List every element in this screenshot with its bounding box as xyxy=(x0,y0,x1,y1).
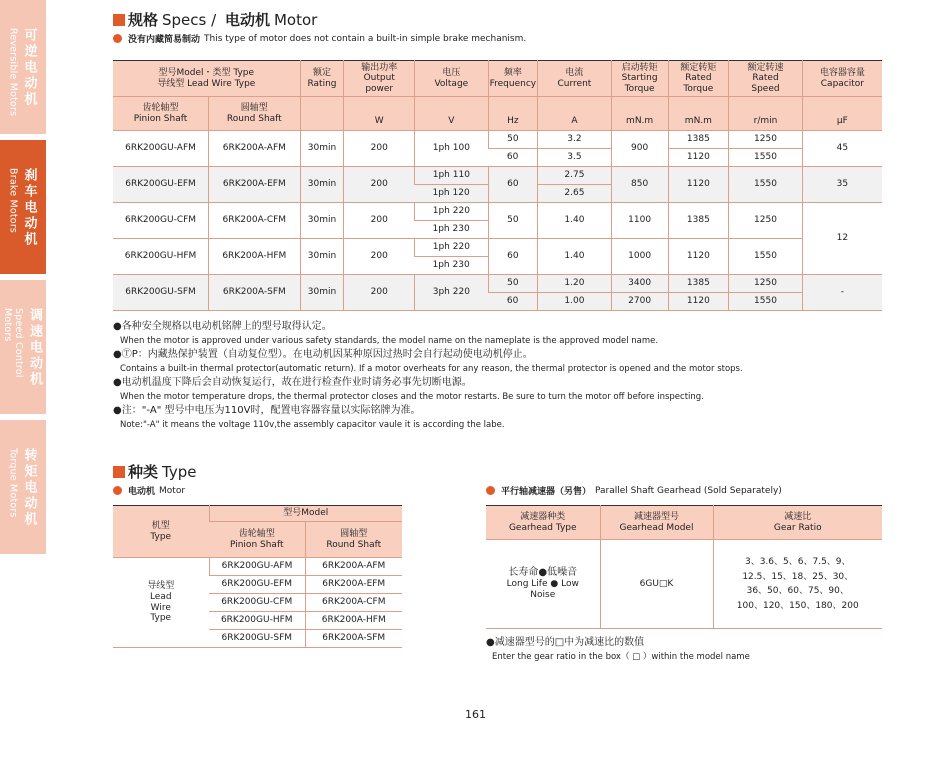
side-tab-en: Torque Motors xyxy=(7,448,19,518)
table-row: 1ph 120 2.65 xyxy=(113,185,882,203)
table-row: 6RK200GU-AFM 6RK200A-AFM 30min 200 1ph 100 50 3.2 900 1385 1250 45 xyxy=(113,131,882,149)
motor-type-table xyxy=(113,505,402,648)
lead-wire-type: 导线型 Lead Wire Type xyxy=(113,558,209,648)
specs-table xyxy=(113,60,882,311)
side-tab-speed-control-motors[interactable] xyxy=(0,280,46,414)
gear-ratio-values: 3、3.6、5、6、7.5、9、 12.5、15、18、25、30、 36、50、60、75、90、 100、120、150、180、200 xyxy=(713,540,882,629)
note-en: When the motor is approved under various safety standards, the model name on the nameplate is the approved model name. xyxy=(120,336,659,346)
page-number: 161 xyxy=(465,708,486,721)
note-en: Contains a built-in thermal protector(automatic return). If a motor overheats for any reason, the thermal protector is opened and the motor stops. xyxy=(120,364,743,374)
table-row: 60 1.00 2700 1120 1550 xyxy=(113,293,882,311)
header-round-shaft: 圆轴型 Round Shaft xyxy=(209,97,301,131)
unit-frequency: Hz xyxy=(488,97,538,131)
model-pinion: 6RK200GU-CFM xyxy=(113,203,209,239)
header-model: 型号Model xyxy=(209,506,402,522)
unit-voltage: V xyxy=(415,97,489,131)
table-row: 6RK200GU-EFM 6RK200A-EFM 30min 200 1ph 110 60 2.75 850 1120 1550 35 xyxy=(113,167,882,185)
square-bullet-icon xyxy=(113,466,125,478)
note-cn: ●注："-A" 型号中电压为110V时，配置电容器容量以实际铭牌为准。 xyxy=(113,405,421,416)
side-tab-en: Reversible Motors xyxy=(7,28,19,117)
type-heading: 种类 Type xyxy=(113,461,196,482)
model-pinion: 6RK200GU-SFM xyxy=(113,275,209,311)
side-tab-brake-motors[interactable] xyxy=(0,140,46,274)
unit-rated-torque: mN.m xyxy=(668,97,729,131)
square-bullet-icon xyxy=(113,14,125,26)
header-rating: 额定 Rating xyxy=(300,61,344,97)
table-row: 导线型 Lead Wire Type 6RK200GU-AFM 6RK200A-AFM xyxy=(113,558,402,576)
gear-note xyxy=(486,636,750,664)
table-row: 6RK200GU-CFM 6RK200A-CFM 30min 200 1ph 220 50 1.40 1100 1385 1250 12 xyxy=(113,203,882,221)
header-starting-torque: 启动转矩 Starting Torque xyxy=(611,61,668,97)
table-row: 6RK200GU-CFM 6RK200A-CFM xyxy=(113,594,402,612)
table-row xyxy=(486,540,882,629)
table-row: 6RK200GU-SFM 6RK200A-SFM 30min 200 3ph 220 50 1.20 3400 1385 1250 - xyxy=(113,275,882,293)
table-row: 1ph 230 xyxy=(113,221,882,239)
header-output: 输出功率 Output power xyxy=(344,61,415,97)
gear-note-cn: ●减速器型号的□中为减速比的数值 xyxy=(486,637,645,648)
side-tab-cn: 刹车电动机 xyxy=(21,168,37,248)
specs-heading: 规格 Specs / 电动机 Motor xyxy=(113,9,317,30)
model-round: 6RK200A-CFM xyxy=(209,203,301,239)
header-gear-ratio: 减速比 Gear Ratio xyxy=(713,506,882,540)
note-en: Note:"-A" it means the voltage 110v,the assembly capacitor vaule it is according the labe. xyxy=(120,420,505,430)
note-cn: ●电动机温度下降后会自动恢复运行，故在进行检查作业时请务必事先切断电源。 xyxy=(113,377,472,388)
side-tab-cn: 调速电动机 xyxy=(27,308,42,388)
table-row: 6RK200GU-HFM 6RK200A-HFM xyxy=(113,612,402,630)
model-round: 6RK200A-HFM xyxy=(209,239,301,275)
table-row: 6RK200GU-HFM 6RK200A-HFM 30min 200 1ph 220 60 1.40 1000 1120 1550 xyxy=(113,239,882,257)
spec-notes xyxy=(113,320,743,432)
motor-subtitle: 电动机 Motor xyxy=(113,484,185,497)
note-cn: ●各种安全规格以电动机铭牌上的型号取得认定。 xyxy=(113,321,332,332)
circle-bullet-icon xyxy=(113,34,122,43)
header-rated-speed: 额定转速 Rated Speed xyxy=(729,61,803,97)
table-row: 6RK200GU-SFM 6RK200A-SFM xyxy=(113,630,402,648)
header-gearhead-type: 减速器种类 Gearhead Type xyxy=(486,506,600,540)
model-pinion: 6RK200GU-AFM xyxy=(113,131,209,167)
table-row: 60 3.5 1120 1550 xyxy=(113,149,882,167)
header-pinion-shaft: 齿轮轴型 Pinion Shaft xyxy=(209,522,305,558)
circle-bullet-icon xyxy=(113,486,122,495)
note-cn: ●ⓉP：内藏热保护装置（自动复位型）。在电动机因某种原因过热时会自行起动使电动机停止。 xyxy=(113,349,533,360)
header-capacitor: 电容器容量 Capacitor xyxy=(802,61,882,97)
model-pinion: 6RK200GU-HFM xyxy=(113,239,209,275)
gear-note-en: Enter the gear ratio in the box（ □ ）within the model name xyxy=(492,652,750,662)
header-gearhead-model: 减速器型号 Gearhead Model xyxy=(600,506,713,540)
note-en: When the motor temperature drops, the thermal protector closes and the motor restarts. Be sure to turn the motor off before inspecting. xyxy=(120,392,704,402)
circle-bullet-icon xyxy=(486,486,495,495)
side-tab-en: Brake Motors xyxy=(7,168,19,234)
header-model: 型号Model・类型 Type 导线型 Lead Wire Type xyxy=(113,61,300,97)
model-round: 6RK200A-AFM xyxy=(209,131,301,167)
header-pinion-shaft: 齿轮轴型 Pinion Shaft xyxy=(113,97,209,131)
model-round: 6RK200A-SFM xyxy=(209,275,301,311)
header-voltage: 电压 Voltage xyxy=(415,61,489,97)
header-round-shaft: 圆轴型 Round Shaft xyxy=(305,522,402,558)
model-pinion: 6RK200GU-EFM xyxy=(113,167,209,203)
gearhead-model-value: 6GU□K xyxy=(600,540,713,629)
gearhead-table xyxy=(486,505,882,629)
header-current: 电流 Current xyxy=(538,61,612,97)
side-tab-torque-motors[interactable] xyxy=(0,420,46,554)
gearhead-subtitle: 平行轴减速器（另售） Parallel Shaft Gearhead (Sold Separately) xyxy=(486,484,782,497)
side-tab-cn: 转矩电动机 xyxy=(21,448,37,528)
table-row: 1ph 230 xyxy=(113,257,882,275)
specs-subtitle: 没有内藏简易制动 This type of motor does not contain a built-in simple brake mechanism. xyxy=(113,32,526,45)
unit-rated-speed: r/min xyxy=(729,97,803,131)
gearhead-type-value: 长寿命●低噪音 Long Life ● Low Noise xyxy=(486,540,600,629)
unit-output: W xyxy=(344,97,415,131)
table-row: 6RK200GU-EFM 6RK200A-EFM xyxy=(113,576,402,594)
unit-current: A xyxy=(538,97,612,131)
unit-starting-torque: mN.m xyxy=(611,97,668,131)
side-tab-reversible-motors[interactable] xyxy=(0,0,46,134)
header-rated-torque: 额定转矩 Rated Torque xyxy=(668,61,729,97)
header-type: 机型 Type xyxy=(113,506,209,558)
unit-capacitor: μF xyxy=(802,97,882,131)
side-tab-en: Speed Control Motors xyxy=(2,308,24,378)
header-frequency: 频率 Frequency xyxy=(488,61,538,97)
side-tab-cn: 可逆电动机 xyxy=(21,28,37,108)
model-round: 6RK200A-EFM xyxy=(209,167,301,203)
